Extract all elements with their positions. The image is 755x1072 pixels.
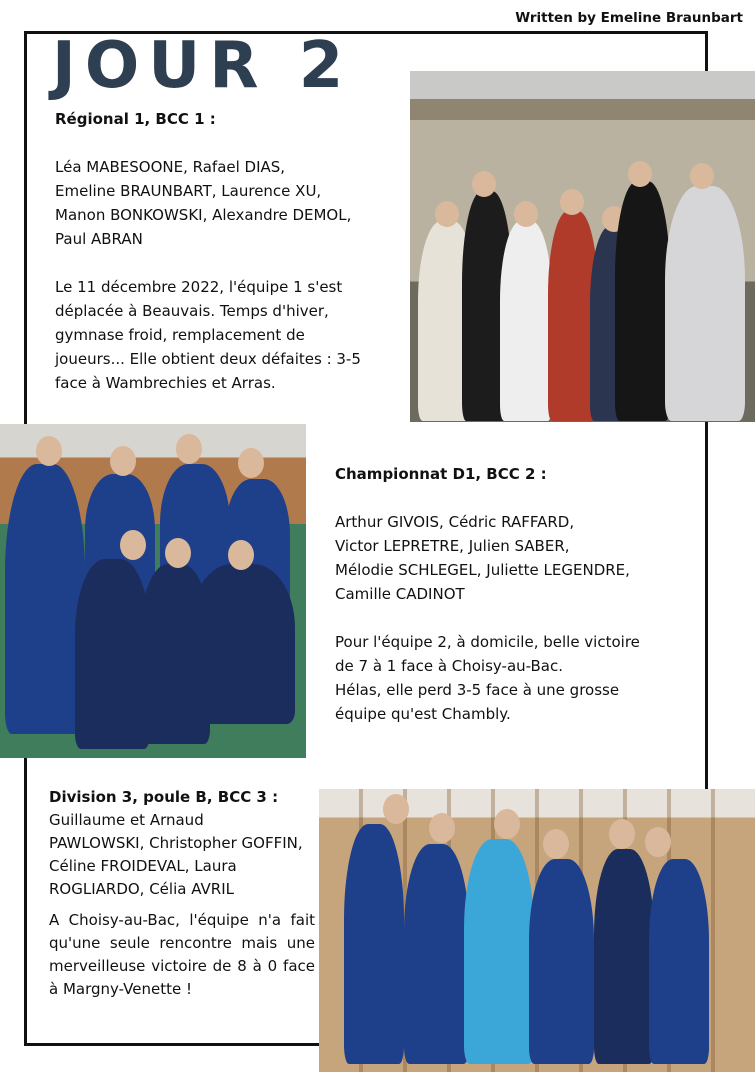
section-1-players-line: Emeline BRAUNBART, Laurence XU, (55, 182, 322, 200)
section-2-players-line: Arthur GIVOIS, Cédric RAFFARD, (335, 513, 575, 531)
section-1-players-line: Paul ABRAN (55, 230, 143, 248)
section-2-players-line: Camille CADINOT (335, 585, 465, 603)
team-2-photo (0, 424, 306, 758)
section-3-players-line: Guillaume et Arnaud (49, 811, 204, 829)
section-3-heading: Division 3, poule B, BCC 3 : (49, 788, 279, 806)
team-1-photo (410, 71, 755, 422)
section-2-text (335, 462, 695, 726)
section-3-players-line: PAWLOWSKI, Christopher GOFFIN, (49, 834, 303, 852)
section-2-players-line: Mélodie SCHLEGEL, Juliette LEGENDRE, (335, 561, 630, 579)
section-2-report-line: de 7 à 1 face à Choisy-au-Bac. (335, 657, 564, 675)
section-2-report-line: Hélas, elle perd 3-5 face à une grosse (335, 681, 620, 699)
section-1-players-line: Manon BONKOWSKI, Alexandre DEMOL, (55, 206, 352, 224)
section-1-report-line: gymnase froid, remplacement de (55, 326, 305, 344)
section-1-players-line: Léa MABESOONE, Rafael DIAS, (55, 158, 286, 176)
section-2-report-line: équipe qu'est Chambly. (335, 705, 511, 723)
team-3-photo (319, 789, 755, 1072)
section-1-report-line: déplacée à Beauvais. Temps d'hiver, (55, 302, 329, 320)
section-3-players-line: ROGLIARDO, Célia AVRIL (49, 880, 234, 898)
section-1-heading: Régional 1, BCC 1 : (55, 110, 216, 128)
section-1-report-line: Le 11 décembre 2022, l'équipe 1 s'est (55, 278, 343, 296)
section-3-report: A Choisy-au-Bac, l'équipe n'a fait qu'une seule rencontre mais une merveilleuse victoire de 8 à 0 face à Margny-Venette ! (49, 911, 315, 998)
section-1-report-line: face à Wambrechies et Arras. (55, 374, 276, 392)
section-2-players-line: Victor LEPRETRE, Julien SABER, (335, 537, 570, 555)
section-3-players-line: Céline FROIDEVAL, Laura (49, 857, 237, 875)
page-title: JOUR 2 (52, 29, 353, 103)
section-3-text (49, 786, 315, 1001)
section-1-report-line: joueurs... Elle obtient deux défaites : 3-5 (55, 350, 361, 368)
section-2-report-line: Pour l'équipe 2, à domicile, belle victoire (335, 633, 640, 651)
author-credit: Written by Emeline Braunbart (515, 10, 743, 26)
section-2-heading: Championnat D1, BCC 2 : (335, 465, 547, 483)
section-1-text (55, 107, 405, 395)
